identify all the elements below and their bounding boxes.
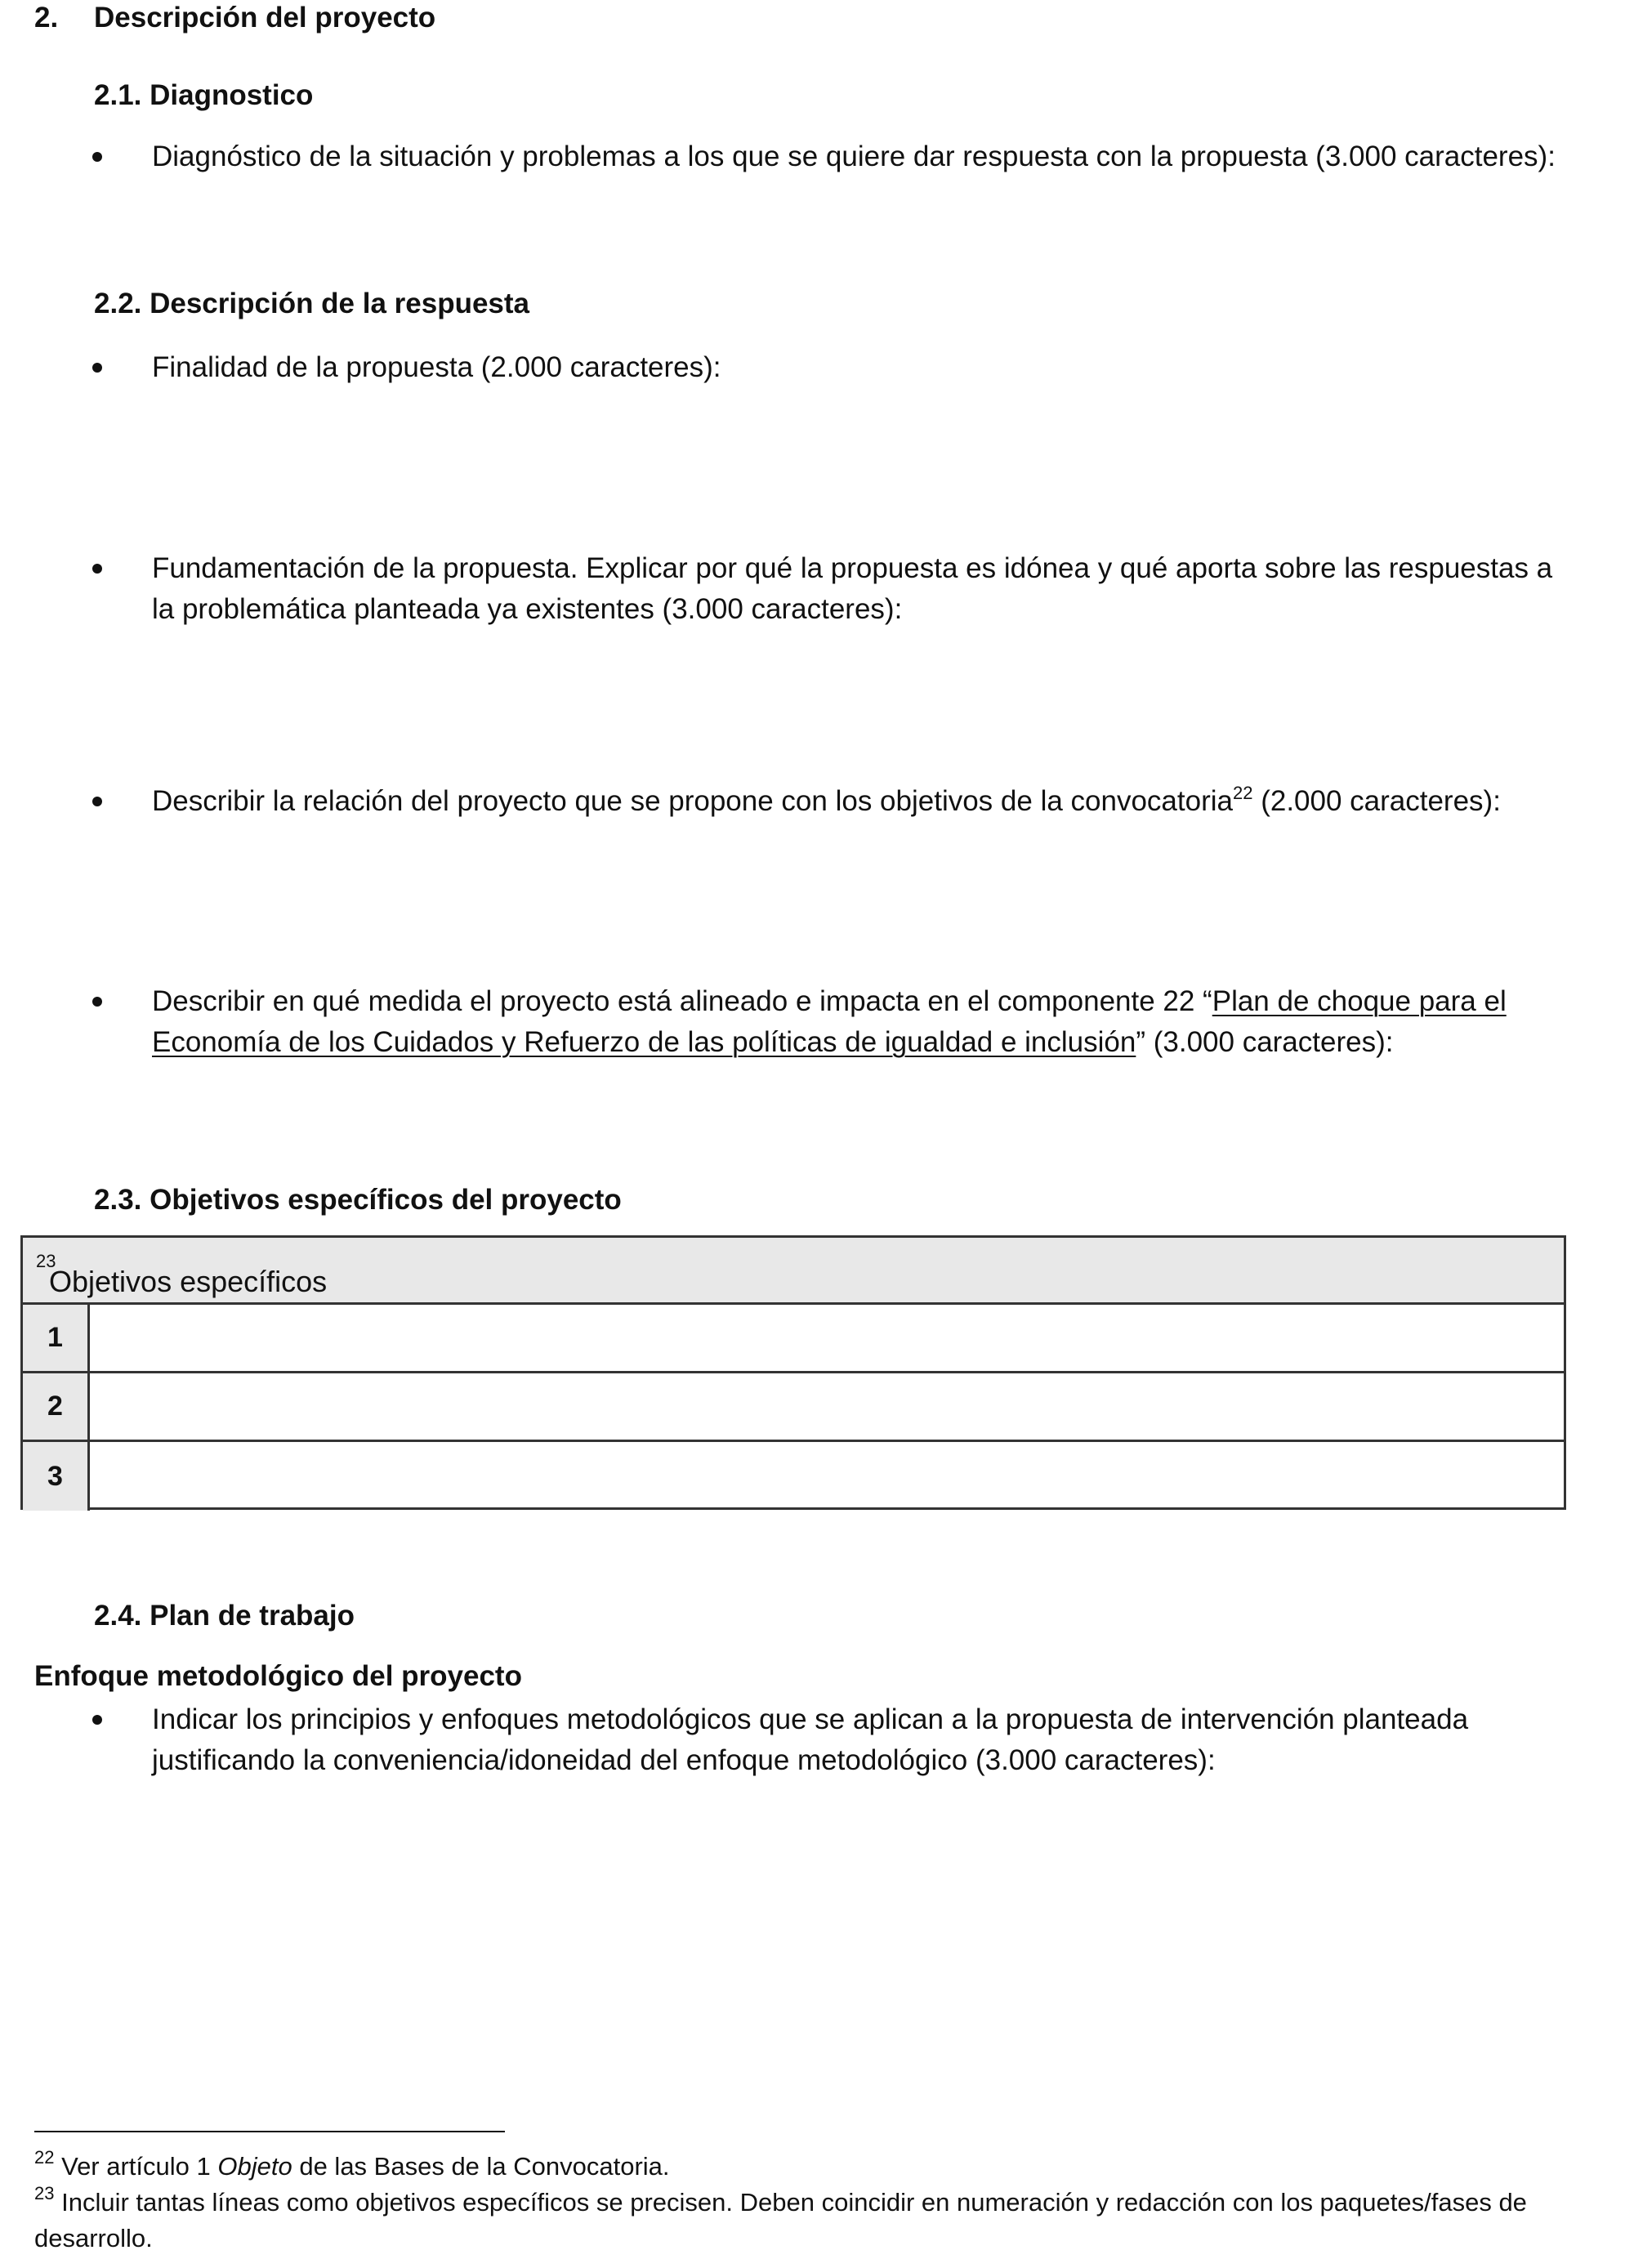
row-number: 1 [23,1305,90,1371]
componente-line2 [152,1022,1393,1063]
footnote-23-line2: desarrollo. [34,2224,153,2252]
bullet-icon [92,363,102,373]
bullet-icon [92,997,102,1007]
row-number: 2 [23,1373,90,1440]
table-row [23,1305,1564,1373]
table-header-label [36,1251,328,1298]
enfoque-line2: justificando la conveniencia/idoneidad del enfoque metodológico (3.000 caracteres): [152,1744,1216,1776]
table-header-text: Objetivos específicos [49,1265,328,1298]
footnote-22 [34,2149,670,2185]
footnote-ref-22[interactable]: 22 [1232,783,1253,803]
fundamentacion-line2: la problemática planteada ya existentes (3.000 caracteres): [152,593,903,625]
row-number: 3 [23,1442,90,1511]
respuesta-heading: 2.2. Descripción de la respuesta [94,288,530,319]
componente-link-part2[interactable]: Economía de los Cuidados y Refuerzo de las políticas de igualdad e inclusión [152,1026,1136,1058]
diagnostico-heading: 2.1. Diagnostico [94,79,314,111]
plan-heading: 2.4. Plan de trabajo [94,1600,355,1632]
footnote-ref-23[interactable]: 23 [36,1251,56,1271]
enfoque-line1: Indicar los principios y enfoques metodológicos que se aplican a la propuesta de intervención planteada [152,1703,1469,1735]
table-header [23,1238,1564,1305]
relacion-text: Describir la relación del proyecto que se propone con los objetivos de la convocatoria [152,785,1233,817]
bullet-icon [92,1715,102,1725]
objetivo-input-2[interactable] [90,1373,1564,1440]
fundamentacion-line1: Fundamentación de la propuesta. Explicar por qué la propuesta es idónea y qué aporta sobre las respuestas a [152,552,1553,584]
footnote-22-pre: Ver artículo 1 [54,2152,218,2181]
section-title: Descripción del proyecto [94,2,436,33]
objetivos-heading: 2.3. Objetivos específicos del proyecto [94,1184,622,1216]
table-row [23,1442,1564,1511]
componente-pre: Describir en qué medida el proyecto está alineado e impacta en el componente 22 “ [152,985,1212,1017]
relacion-tail: (2.000 caracteres): [1252,785,1501,817]
bullet-icon [92,564,102,574]
footnote-23-line1 [34,2185,1527,2221]
footnote-separator [34,2131,505,2132]
objetivos-table [20,1235,1566,1510]
bullet-icon [92,797,102,806]
bullet-icon [92,152,102,162]
table-row [23,1373,1564,1442]
footnote-22-post: de las Bases de la Convocatoria. [292,2152,670,2181]
footnote-22-italic: Objeto [217,2152,292,2181]
relacion-item [152,781,1501,822]
footnote-23-ref: 23 [34,2183,55,2203]
diagnostico-item: Diagnóstico de la situación y problemas a los que se quiere dar respuesta con la propuesta (3.000 caracteres): [152,141,1556,172]
objetivo-input-1[interactable] [90,1305,1564,1371]
componente-line1 [152,981,1507,1022]
finalidad-item: Finalidad de la propuesta (2.000 caracteres): [152,351,721,383]
componente-post: ” (3.000 caracteres): [1136,1026,1394,1058]
section-number: 2. [34,2,59,33]
footnote-23-text: Incluir tantas líneas como objetivos específicos se precisen. Deben coincidir en numeración y redacción con los paquetes/fases de [54,2188,1527,2217]
enfoque-subheading: Enfoque metodológico del proyecto [34,1660,522,1692]
objetivo-input-3[interactable] [90,1442,1564,1511]
componente-link-part1[interactable]: Plan de choque para el [1212,985,1507,1017]
footnote-22-ref: 22 [34,2147,55,2168]
